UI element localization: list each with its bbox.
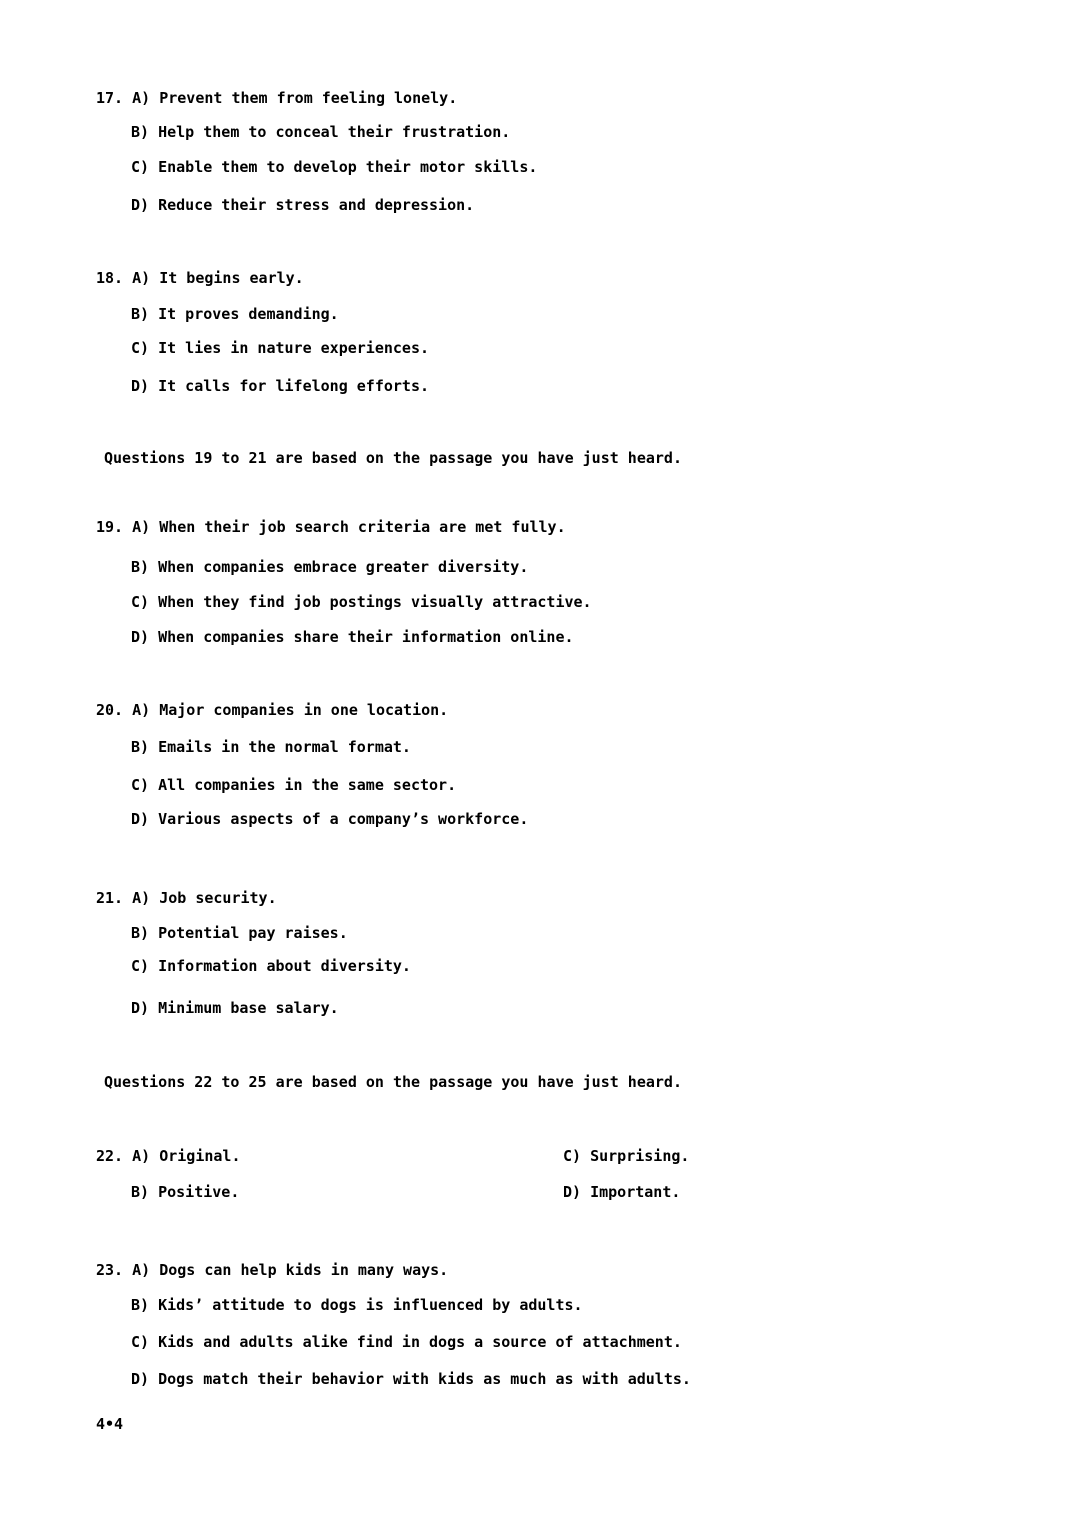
- question-21-option-c: C) Information about diversity.: [131, 957, 411, 975]
- question-21-option-d: D) Minimum base salary.: [131, 999, 339, 1017]
- question-20-option-a: [96, 700, 448, 720]
- option-text: A) Original.: [132, 1147, 241, 1165]
- question-19-option-b: B) When companies embrace greater diversity.: [131, 558, 529, 576]
- question-18-option-a: [96, 268, 304, 288]
- question-17-option-b: B) Help them to conceal their frustration.: [131, 123, 511, 141]
- question-17-option-a: [96, 88, 457, 108]
- question-20-option-b: B) Emails in the normal format.: [131, 738, 411, 756]
- question-23-option-c: C) Kids and adults alike find in dogs a source of attachment.: [131, 1333, 682, 1351]
- question-22-option-d: D) Important.: [563, 1183, 681, 1201]
- question-18-option-b: B) It proves demanding.: [131, 305, 339, 323]
- question-21-option-a: [96, 888, 277, 908]
- question-23-option-a: [96, 1260, 448, 1280]
- question-number: 19.: [96, 518, 124, 536]
- section-instruction-22-25: Questions 22 to 25 are based on the passage you have just heard.: [104, 1073, 682, 1091]
- section-instruction-19-21: Questions 19 to 21 are based on the passage you have just heard.: [104, 449, 682, 467]
- question-17-option-d: D) Reduce their stress and depression.: [131, 196, 475, 214]
- question-17-option-c: C) Enable them to develop their motor skills.: [131, 158, 538, 176]
- question-number: 20.: [96, 701, 124, 719]
- question-22-option-b: B) Positive.: [131, 1183, 240, 1201]
- question-20-option-d: D) Various aspects of a company’s workforce.: [131, 810, 529, 828]
- question-19-option-d: D) When companies share their information online.: [131, 628, 574, 646]
- option-text: A) Major companies in one location.: [132, 701, 449, 719]
- option-text: A) Prevent them from feeling lonely.: [132, 89, 458, 107]
- question-number: 22.: [96, 1147, 124, 1165]
- question-18-option-c: C) It lies in nature experiences.: [131, 339, 430, 357]
- question-19-option-c: C) When they find job postings visually attractive.: [131, 593, 592, 611]
- question-22-option-a: [96, 1146, 241, 1166]
- question-18-option-d: D) It calls for lifelong efforts.: [131, 377, 430, 395]
- option-text: A) Dogs can help kids in many ways.: [132, 1261, 449, 1279]
- question-23-option-b: B) Kids’ attitude to dogs is influenced by adults.: [131, 1296, 583, 1314]
- option-text: A) Job security.: [132, 889, 277, 907]
- question-number: 23.: [96, 1261, 124, 1279]
- question-19-option-a: [96, 517, 566, 537]
- option-text: A) When their job search criteria are met fully.: [132, 518, 566, 536]
- question-number: 21.: [96, 889, 124, 907]
- question-21-option-b: B) Potential pay raises.: [131, 924, 348, 942]
- option-text: A) It begins early.: [132, 269, 304, 287]
- question-22-option-c: C) Surprising.: [563, 1147, 690, 1165]
- question-number: 18.: [96, 269, 124, 287]
- question-20-option-c: C) All companies in the same sector.: [131, 776, 457, 794]
- question-23-option-d: D) Dogs match their behavior with kids as much as with adults.: [131, 1370, 691, 1388]
- page-number: 4•4: [96, 1415, 124, 1433]
- question-number: 17.: [96, 89, 124, 107]
